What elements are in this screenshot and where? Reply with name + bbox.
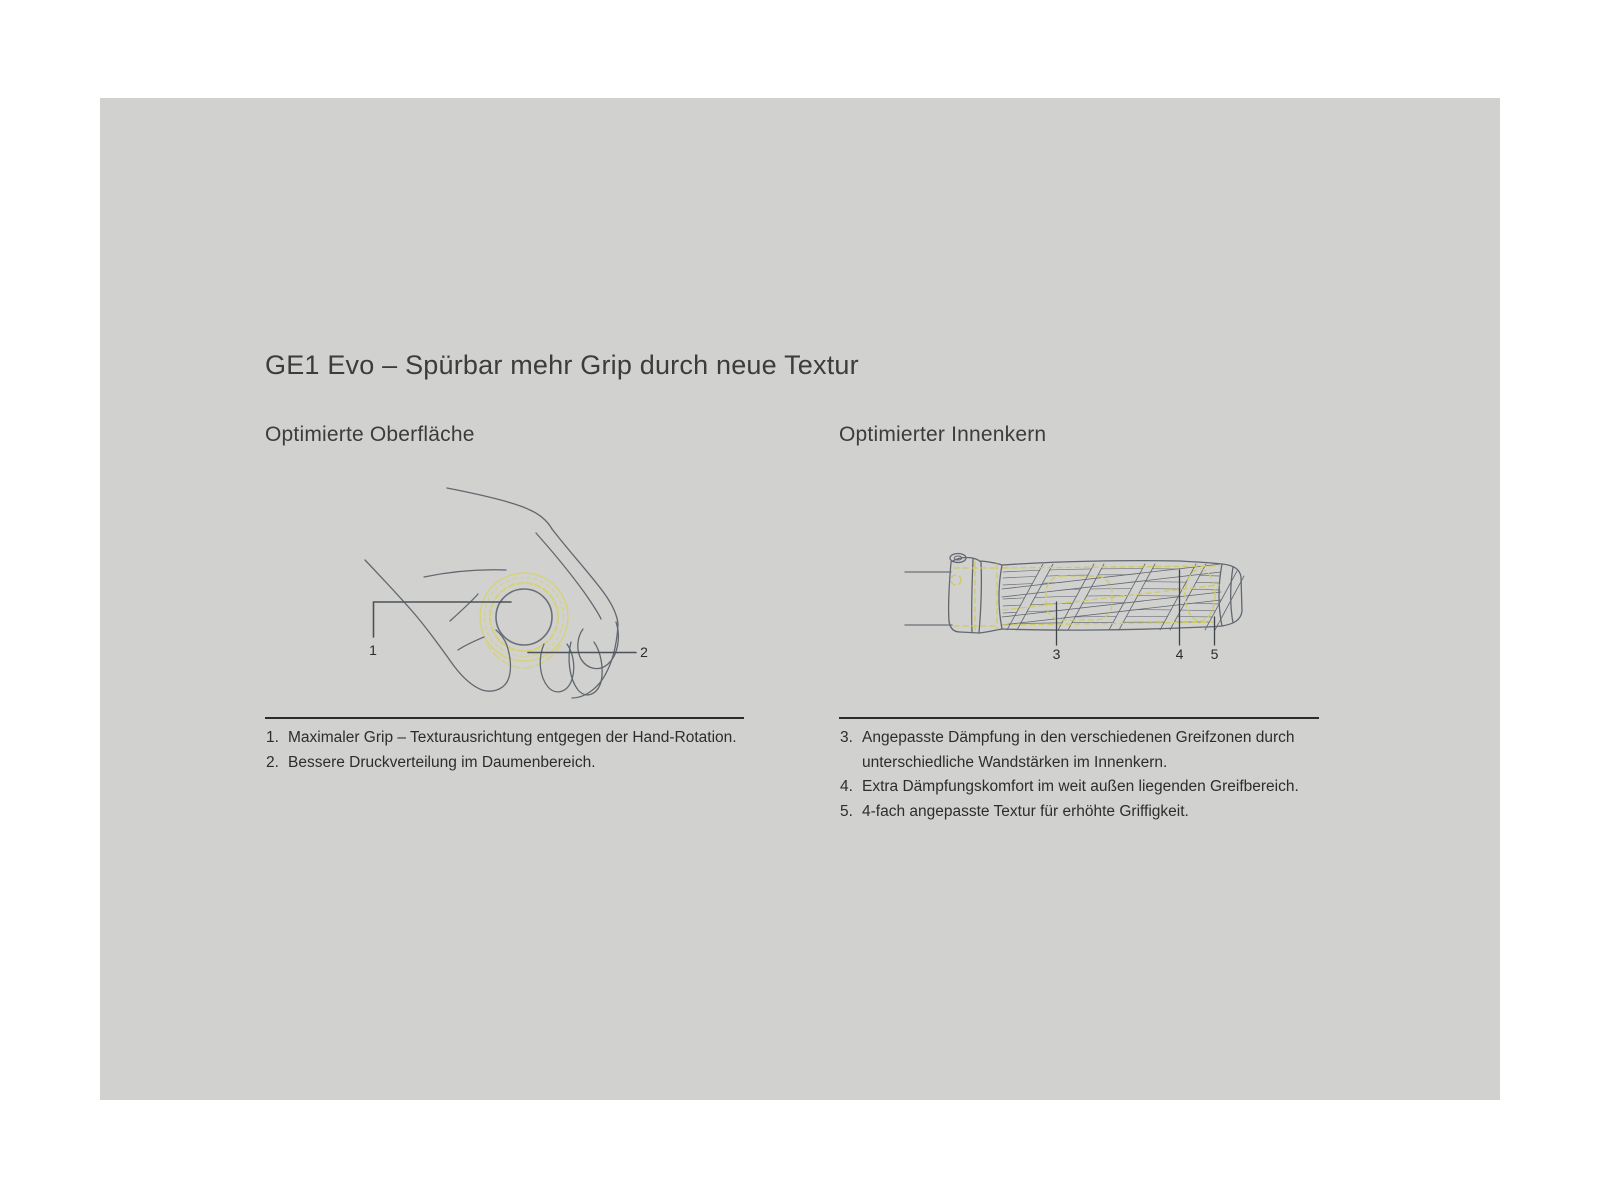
- item-text: Extra Dämpfungskomfort im weit außen liegenden Greifbereich.: [862, 778, 1299, 795]
- list-item: [840, 800, 1318, 825]
- marker-3-label: 3: [1052, 646, 1061, 662]
- page-title: GE1 Evo – Spürbar mehr Grip durch neue Textur: [265, 350, 859, 380]
- item-text: Angepasste Dämpfung in den verschiedenen Greifzonen durch unterschiedliche Wandstärken im Innenkern.: [862, 729, 1295, 771]
- right-feature-list: [840, 726, 1318, 824]
- illustrations-canvas: [100, 98, 1500, 1100]
- item-number: 1.: [266, 729, 279, 746]
- left-feature-list: [266, 726, 781, 775]
- item-text: 4-fach angepasste Textur für erhöhte Griffigkeit.: [862, 802, 1189, 820]
- list-item: [840, 775, 1318, 800]
- item-text: Bessere Druckverteilung im Daumenbereich.: [288, 753, 596, 771]
- content-panel: [100, 98, 1500, 1100]
- marker-1-label: 1: [369, 642, 377, 658]
- list-item: [266, 751, 781, 776]
- item-text: Maximaler Grip – Texturausrichtung entgegen der Hand-Rotation.: [288, 729, 737, 746]
- marker-4-label: 4: [1175, 646, 1184, 662]
- item-number: 2.: [266, 753, 279, 771]
- item-number: 3.: [840, 729, 853, 746]
- grip-core-figure: [905, 554, 1244, 663]
- list-item: [266, 726, 781, 751]
- texture-rings: [480, 573, 568, 668]
- left-section-heading: Optimierte Oberfläche: [265, 423, 475, 446]
- list-item: [840, 726, 1318, 775]
- hand-outline: [365, 488, 618, 698]
- marker-2-label: 2: [640, 644, 648, 660]
- right-section-heading: Optimierter Innenkern: [839, 423, 1047, 446]
- marker-5-label: 5: [1210, 646, 1219, 662]
- hand-grip-figure: [365, 488, 648, 698]
- item-number: 4.: [840, 778, 853, 795]
- handlebar-cross-section-circle: [496, 589, 552, 645]
- item-number: 5.: [840, 802, 853, 820]
